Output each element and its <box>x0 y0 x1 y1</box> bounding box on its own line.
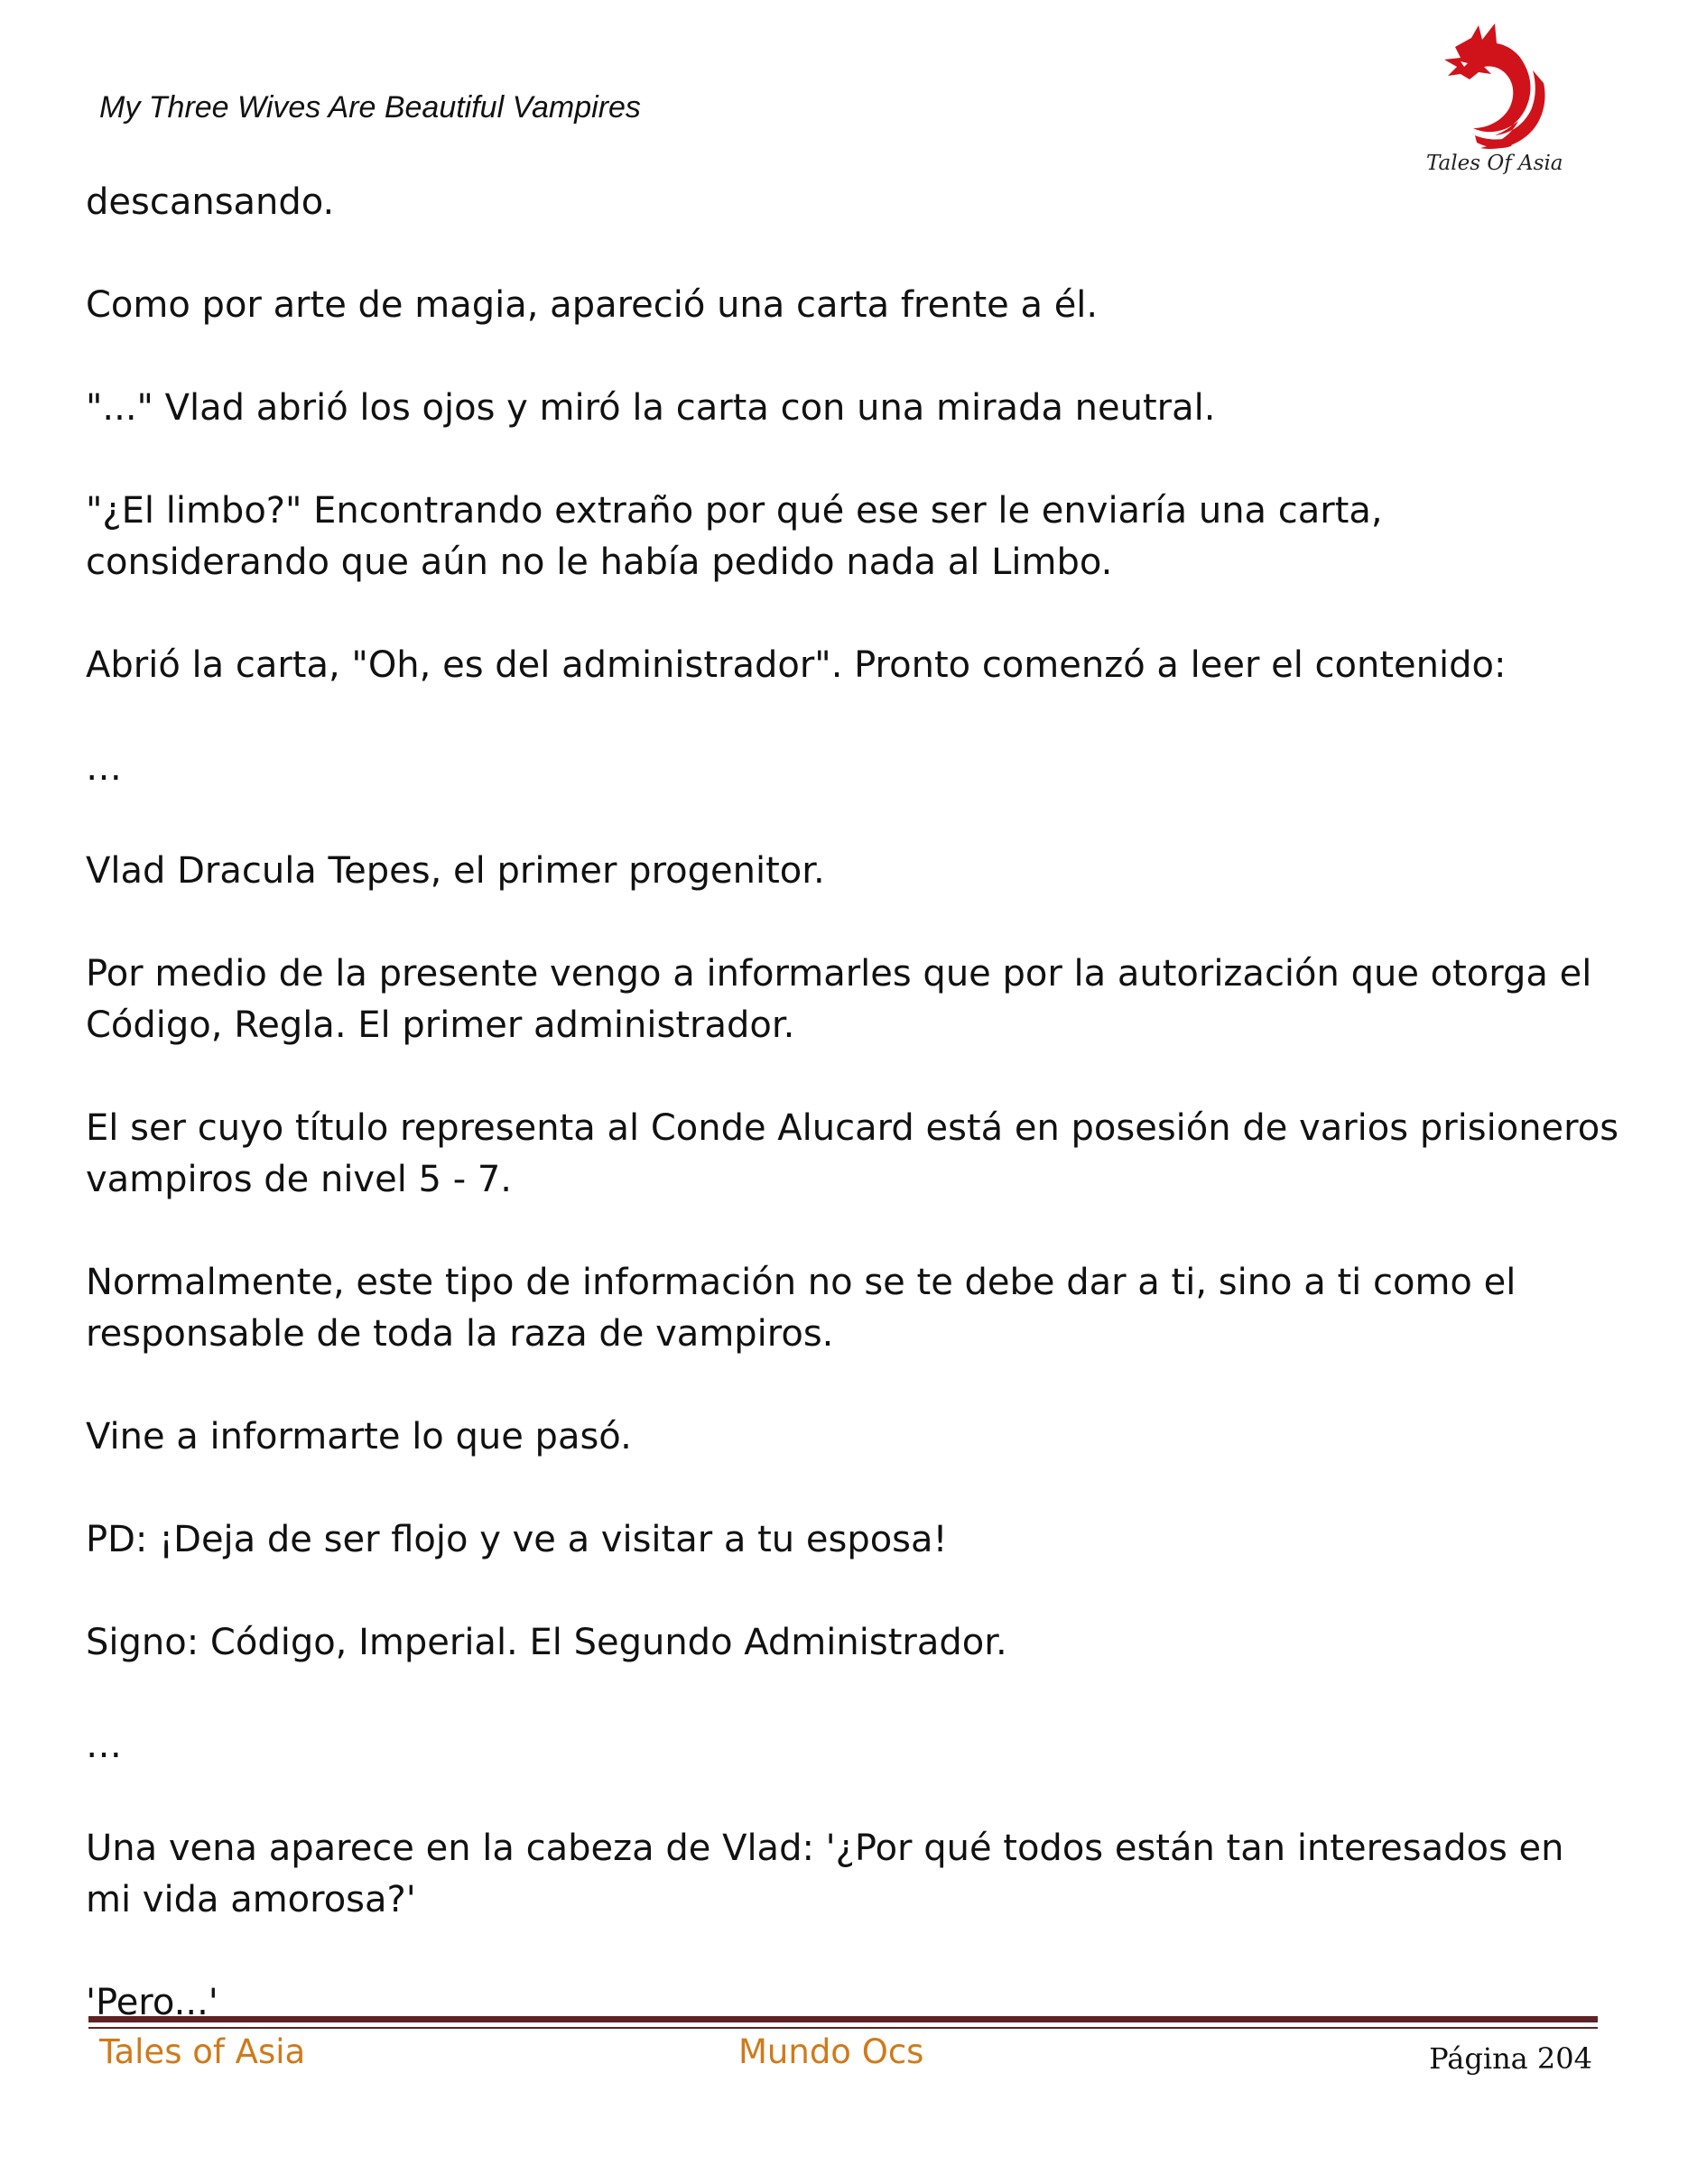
paragraph: Vlad Dracula Tepes, el primer progenitor. <box>86 850 825 892</box>
paragraph: "¿El limbo?" Encontrando extraño por qué ese ser le enviaría una carta, considerando que aún no le había pedido nada al Limbo. <box>86 490 1383 583</box>
paragraph: Vine a informarte lo que pasó. <box>86 1416 632 1458</box>
paragraph: El ser cuyo título representa al Conde Alucard está en posesión de varios prisioneros vampiros de nivel 5 - 7. <box>86 1107 1619 1200</box>
paragraph: Signo: Código, Imperial. El Segundo Administrador. <box>86 1622 1007 1663</box>
logo-caption: Tales Of Asia <box>1426 152 1563 175</box>
paragraph: Por medio de la presente vengo a informarles que por la autorización que otorga el Código, Regla. El primer administrador. <box>86 953 1592 1046</box>
paragraph: Como por arte de magia, apareció una carta frente a él. <box>86 284 1099 326</box>
paragraph: Abrió la carta, "Oh, es del administrador". Pronto comenzó a leer el contenido: <box>86 644 1507 686</box>
footer-section: Mundo Ocs <box>738 2032 924 2071</box>
paragraph: descansando. <box>86 181 335 223</box>
paragraph: 'Pero...' <box>86 1982 218 2023</box>
scene-break: … <box>86 1725 122 1766</box>
page-number: Página 204 <box>1429 2041 1592 2076</box>
chapter-body <box>86 177 1620 2029</box>
scene-break: … <box>86 747 122 789</box>
paragraph: Una vena aparece en la cabeza de Vlad: '¿Por qué todos están tan interesados en mi vida amorosa?' <box>86 1828 1564 1920</box>
book-title: My Three Wives Are Beautiful Vampires <box>99 90 641 125</box>
footer-rule <box>88 2016 1598 2022</box>
paragraph: PD: ¡Deja de ser flojo y ve a visitar a tu esposa! <box>86 1519 948 1560</box>
footer-rule-thin <box>88 2027 1598 2029</box>
paragraph: "..." Vlad abrió los ojos y miró la carta con una mirada neutral. <box>86 387 1216 429</box>
paragraph: Normalmente, este tipo de información no se te debe dar a ti, sino a ti como el responsable de toda la raza de vampiros. <box>86 1262 1516 1355</box>
footer-publisher: Tales of Asia <box>99 2032 306 2071</box>
